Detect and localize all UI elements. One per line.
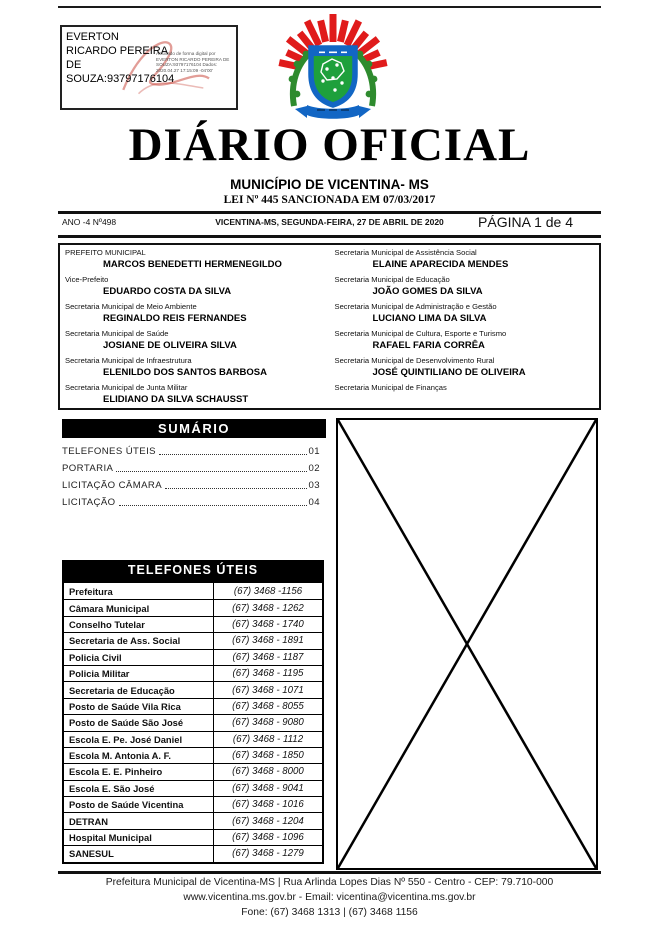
signatory-name: EVERTON RICARDO PEREIRA DE SOUZA:93797176104 xyxy=(66,31,175,86)
table-row xyxy=(64,829,322,845)
table-row xyxy=(64,763,322,779)
table-row xyxy=(64,599,322,615)
footer-phones: Fone: (67) 3468 1313 | (67) 3468 1156 xyxy=(241,907,418,918)
table-row xyxy=(64,681,322,697)
officials-column-left xyxy=(60,245,330,408)
phone-entry-number: (67) 3468 - 1740 xyxy=(232,618,304,630)
official-title: Secretaria Municipal de Finanças xyxy=(334,383,447,393)
toc-leader-dots xyxy=(116,471,306,472)
edition-date: VICENTINA-MS, SEGUNDA-FEIRA, 27 DE ABRIL DE 2020 xyxy=(215,217,444,227)
toc-item-page: 02 xyxy=(308,463,320,474)
phone-entry-number: (67) 3468 - 1112 xyxy=(232,733,304,745)
officials-box xyxy=(58,243,601,410)
official-entry xyxy=(65,246,330,273)
table-row xyxy=(64,714,322,730)
official-entry xyxy=(65,328,330,355)
phone-entry-name: Escola E. São José xyxy=(64,781,214,796)
phone-entry-name: Escola M. Antonia A. F. xyxy=(64,748,214,763)
phone-entry-number: (67) 3468 - 9041 xyxy=(232,782,304,794)
toc-item-page: 01 xyxy=(308,446,320,457)
official-title: Secretaria Municipal de Infraestrutura xyxy=(65,356,192,366)
summary-list xyxy=(62,440,320,508)
official-entry xyxy=(65,273,330,300)
phone-entry-name: Escola E. E. Pinheiro xyxy=(64,764,214,779)
table-row xyxy=(64,583,322,599)
official-name: RAFAEL FARIA CORRÊA xyxy=(372,340,485,352)
toc-leader-dots xyxy=(119,505,307,506)
phone-entry-name: Conselho Tutelar xyxy=(64,617,214,632)
phone-entry-number: (67) 3468 - 1891 xyxy=(232,635,304,647)
official-name: JOSIANE DE OLIVEIRA SILVA xyxy=(103,340,237,352)
toc-item xyxy=(62,491,320,508)
toc-item-label: TELEFONES ÚTEIS xyxy=(62,446,156,457)
official-entry xyxy=(335,300,600,327)
table-row xyxy=(64,747,322,763)
phone-entry-number: (67) 3468 - 1016 xyxy=(232,799,304,811)
toc-item xyxy=(62,457,320,474)
official-entry xyxy=(335,273,600,300)
officials-column-right xyxy=(330,245,600,408)
official-name: ELIDIANO DA SILVA SCHAUSST xyxy=(103,394,249,406)
toc-item-label: LICITAÇÃO xyxy=(62,497,116,508)
placeholder-x-icon xyxy=(338,420,596,868)
toc-item xyxy=(62,440,320,457)
phone-entry-name: DETRAN xyxy=(64,813,214,828)
phones-table-header: TELEFONES ÚTEIS xyxy=(62,560,324,581)
phone-entry-number: (67) 3468 - 1071 xyxy=(232,684,304,696)
municipal-coat-of-arms-icon xyxy=(277,12,389,124)
official-name: JOSÉ QUINTILIANO DE OLIVEIRA xyxy=(372,367,526,379)
official-entry xyxy=(65,355,330,382)
phone-entry-name: Posto de Saúde Vila Rica xyxy=(64,699,214,714)
edition-number: ANO -4 Nº498 xyxy=(62,217,117,227)
official-entry xyxy=(335,328,600,355)
table-row xyxy=(64,649,322,665)
page-top-rule xyxy=(58,6,601,8)
summary-header: SUMÁRIO xyxy=(62,419,326,438)
official-name: JOÃO GOMES DA SILVA xyxy=(372,285,483,297)
footer-rule xyxy=(58,871,601,874)
page-title: DIÁRIO OFICIAL xyxy=(128,119,531,171)
official-title: Secretaria Municipal de Administração e Gestão xyxy=(334,301,497,311)
phone-entry-number: (67) 3468 -1156 xyxy=(233,585,303,597)
official-entry xyxy=(335,246,600,273)
official-title: Secretaria Municipal de Saúde xyxy=(65,329,169,339)
footer-website-email: www.vicentina.ms.gov.br - Email: vicentina@vicentina.ms.gov.br xyxy=(183,892,476,903)
footer-address: Prefeitura Municipal de Vicentina-MS | Rua Arlinda Lopes Dias Nº 550 - Centro - CEP: 79.710-000 xyxy=(105,877,554,888)
phone-entry-number: (67) 3468 - 1279 xyxy=(232,848,304,860)
table-row xyxy=(64,665,322,681)
phone-entry-number: (67) 3468 - 1096 xyxy=(232,832,304,844)
toc-item-label: LICITAÇÃO CÂMARA xyxy=(62,480,163,491)
phone-entry-name: Hospital Municipal xyxy=(64,830,214,845)
table-row xyxy=(64,632,322,648)
table-row xyxy=(64,796,322,812)
table-row xyxy=(64,698,322,714)
toc-item-page: 04 xyxy=(308,497,320,508)
phone-entry-number: (67) 3468 - 9080 xyxy=(232,717,304,729)
phone-entry-number: (67) 3468 - 1187 xyxy=(232,651,304,663)
official-title: Secretaria Municipal de Educação xyxy=(334,274,450,284)
official-entry xyxy=(335,355,600,382)
official-title: Secretaria Municipal de Assistência Social xyxy=(334,247,477,257)
official-name: REGINALDO REIS FERNANDES xyxy=(103,312,247,324)
municipality-subtitle: MUNICÍPIO DE VICENTINA- MS xyxy=(230,177,429,192)
signature-details: Assinado de forma digital por EVERTON RICARDO PEREIRA DE SOUZA:93797176104 Dados: 2020.04.27 17:15:09 -04'00' xyxy=(156,51,230,74)
header-rule-bottom xyxy=(58,235,601,238)
phone-entry-number: (67) 3468 - 1204 xyxy=(232,815,304,827)
image-placeholder-box xyxy=(336,418,598,870)
official-title: Vice-Prefeito xyxy=(65,274,109,284)
table-row xyxy=(64,780,322,796)
phone-entry-name: Prefeitura xyxy=(64,583,214,599)
official-title: Secretaria Municipal de Cultura, Esporte e Turismo xyxy=(334,329,507,339)
phone-entry-number: (67) 3468 - 1850 xyxy=(232,750,304,762)
official-entry xyxy=(65,300,330,327)
official-name: EDUARDO COSTA DA SILVA xyxy=(103,285,232,297)
official-title: PREFEITO MUNICIPAL xyxy=(65,247,146,257)
official-name: MARCOS BENEDETTI HERMENEGILDO xyxy=(103,258,282,270)
phone-entry-number: (67) 3468 - 1195 xyxy=(232,668,304,680)
digital-signature-box xyxy=(60,25,238,110)
table-row xyxy=(64,616,322,632)
official-name: ELENILDO DOS SANTOS BARBOSA xyxy=(103,367,267,379)
official-name: LUCIANO LIMA DA SILVA xyxy=(372,312,487,324)
toc-item-page: 03 xyxy=(308,480,320,491)
official-name: ELAINE APARECIDA MENDES xyxy=(372,258,509,270)
official-entry xyxy=(65,382,330,409)
toc-item xyxy=(62,474,320,491)
phone-entry-number: (67) 3468 - 1262 xyxy=(232,602,304,614)
phone-entry-name: Policia Militar xyxy=(64,666,214,681)
table-row xyxy=(64,845,322,861)
phone-entry-name: Policia Civil xyxy=(64,650,214,665)
phone-entry-name: Secretaria de Educação xyxy=(64,682,214,697)
table-row xyxy=(64,731,322,747)
toc-leader-dots xyxy=(159,454,307,455)
official-title: Secretaria Municipal de Junta Militar xyxy=(65,383,188,393)
toc-leader-dots xyxy=(165,488,306,489)
toc-item-label: PORTARIA xyxy=(62,463,114,474)
phone-entry-name: Posto de Saúde São José xyxy=(64,715,214,730)
table-row xyxy=(64,812,322,828)
official-title: Secretaria Municipal de Desenvolvimento Rural xyxy=(334,356,495,366)
official-title: Secretaria Municipal de Meio Ambiente xyxy=(65,301,197,311)
official-entry xyxy=(335,382,600,409)
phone-entry-name: SANESUL xyxy=(64,846,214,861)
phone-entry-name: Posto de Saúde Vicentina xyxy=(64,797,214,812)
phone-entry-name: Escola E. Pe. José Daniel xyxy=(64,732,214,747)
law-sanction-line: LEI Nº 445 SANCIONADA EM 07/03/2017 xyxy=(223,194,436,206)
page-indicator: PÁGINA 1 de 4 xyxy=(478,214,573,230)
phone-entry-name: Secretaria de Ass. Social xyxy=(64,633,214,648)
phone-entry-name: Câmara Municipal xyxy=(64,600,214,615)
phone-entry-number: (67) 3468 - 8055 xyxy=(232,700,304,712)
phone-entry-number: (67) 3468 - 8000 xyxy=(232,766,304,778)
phones-table xyxy=(62,581,324,864)
